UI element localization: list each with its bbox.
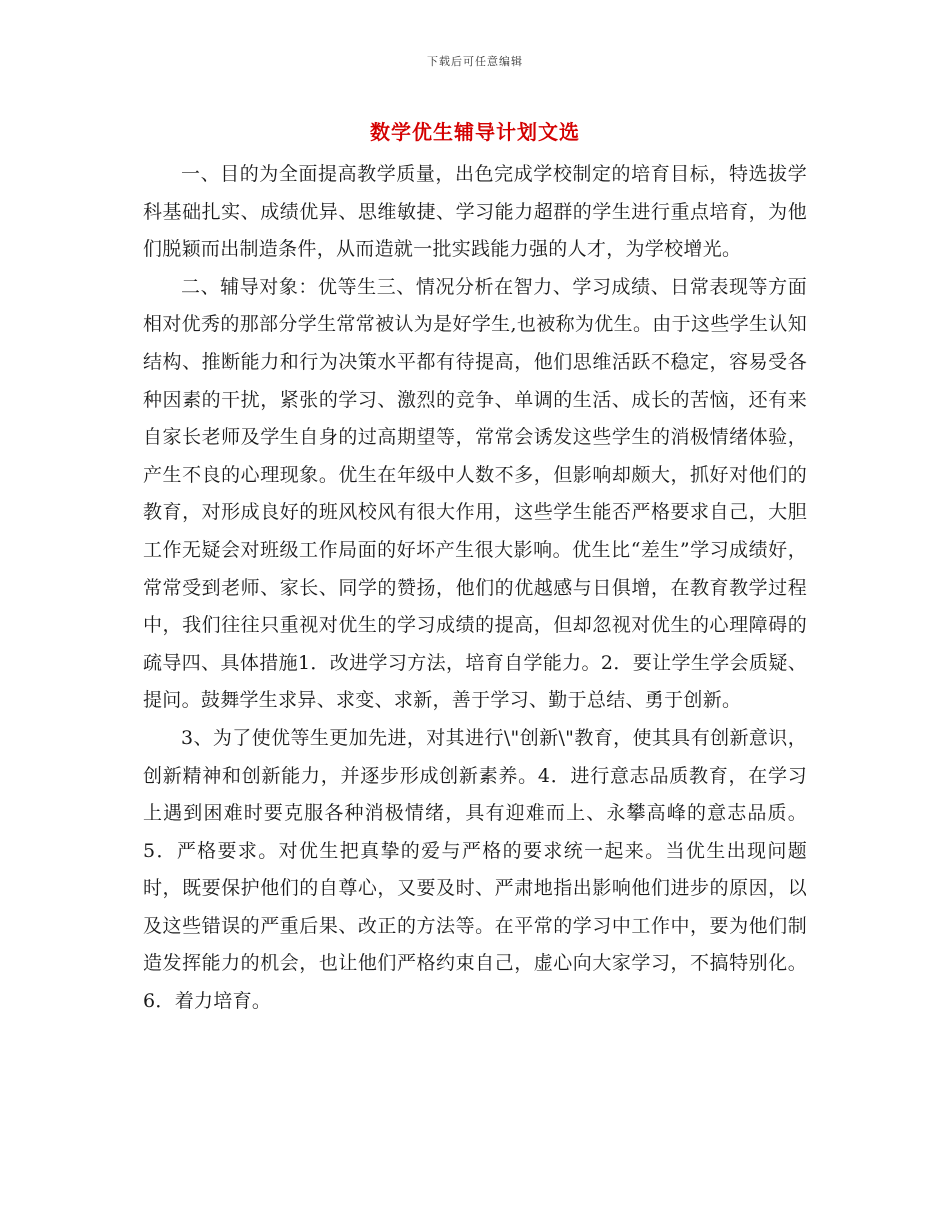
document-body bbox=[143, 156, 807, 1021]
page-header: 下载后可任意编辑 bbox=[427, 55, 523, 68]
paragraph-target-analysis-measures: 二、辅导对象：优等生三、情况分析在智力、学习成绩、日常表现等方面相对优秀的那部分学生常常被认为是好学生,也被称为优生。由于这些学生认知结构、推断能力和行为决策水平都有待提高，他们思维活跃不稳定，容易受各种因素的干扰，紧张的学习、激烈的竞争、单调的生活、成长的苦恼，还有来自家长老师及学生自身的过高期望等，常常会诱发这些学生的消极情绪体验，产生不良的心理现象。优生在年级中人数不多，但影响却颇大，抓好对他们的教育，对形成良好的班风校风有很大作用，这些学生能否严格要求自己，大胆工作无疑会对班级工作局面的好坏产生很大影响。优生比“差生”学习成绩好，常常受到老师、家长、同学的赞扬，他们的优越感与日俱增，在教育教学过程中，我们往往只重视对优生的学习成绩的提高，但却忽视对优生的心理障碍的疏导四、具体措施1．改进学习方法，培育自学能力。2．要让学生学会质疑、提问。鼓舞学生求异、求变、求新，善于学习、勤于总结、勇于创新。 bbox=[143, 275, 807, 712]
document-title: 数学优生辅导计划文选 bbox=[370, 120, 580, 144]
paragraph-measures-continued: 3、为了使优等生更加先进，对其进行\"创新\"教育，使其具有创新意识，创新精神和创新能力，并逐步形成创新素养。4．进行意志品质教育，在学习上遇到困难时要克服各种消极情绪，具有迎难而上、永攀高峰的意志品质。5．严格要求。对优生把真挚的爱与严格的要求统一起来。当优生出现问题时，既要保护他们的自尊心，又要及时、严肃地指出影响他们进步的原因，以及这些错误的严重后果、改正的方法等。在平常的学习中工作中，要为他们制造发挥能力的机会，也让他们严格约束自己，虚心向大家学习，不搞特别化。6．着力培育。 bbox=[143, 726, 807, 1013]
paragraph-purpose: 一、目的为全面提高教学质量，出色完成学校制定的培育目标，特选拔学科基础扎实、成绩优异、思维敏捷、学习能力超群的学生进行重点培育，为他们脱颖而出制造条件，从而造就一批实践能力强的人才，为学校增光。 bbox=[143, 163, 807, 261]
